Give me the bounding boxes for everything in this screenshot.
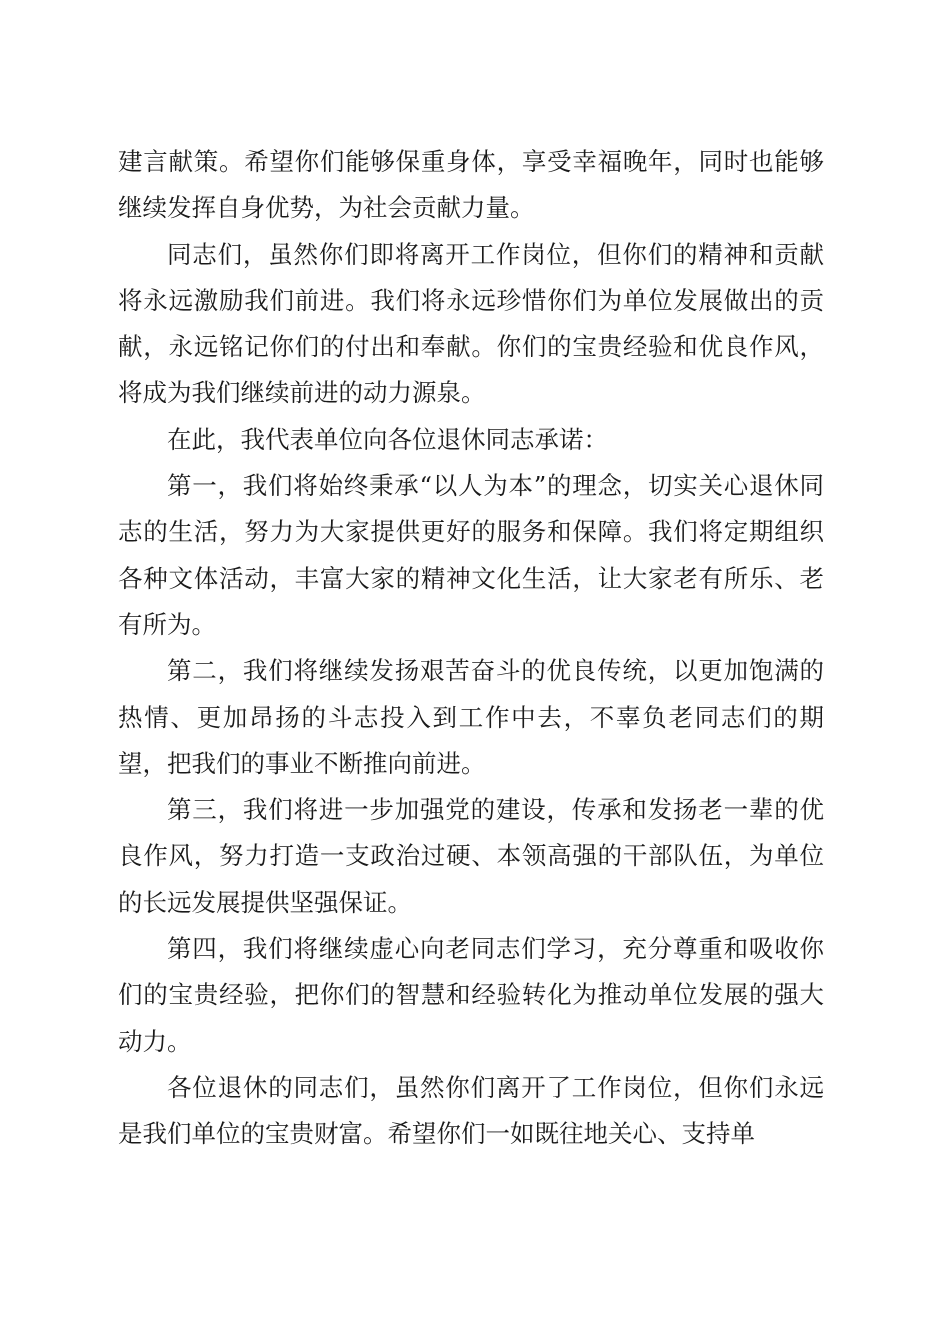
paragraph-8: 各位退休的同志们，虽然你们离开了工作岗位，但你们永远是我们单位的宝贵财富。希望你们一如既往地关心、支持单 <box>118 1072 824 1149</box>
paragraph-2: 同志们，虽然你们即将离开工作岗位，但你们的精神和贡献将永远激励我们前进。我们将永远珍惜你们为单位发展做出的贡献，永远铭记你们的付出和奉献。你们的宝贵经验和优良作风，将成为我们继续前进的动力源泉。 <box>118 239 824 408</box>
paragraph-4: 第一，我们将始终秉承“以人为本”的理念，切实关心退休同志的生活，努力为大家提供更好的服务和保障。我们将定期组织各种文体活动，丰富大家的精神文化生活，让大家老有所乐、老有所为。 <box>118 471 824 639</box>
paragraph-7: 第四，我们将继续虚心向老同志们学习，充分尊重和吸收你们的宝贵经验，把你们的智慧和经验转化为推动单位发展的强大动力。 <box>118 934 824 1056</box>
paragraph-5: 第二，我们将继续发扬艰苦奋斗的优良传统，以更加饱满的热情、更加昂扬的斗志投入到工作中去，不辜负老同志们的期望，把我们的事业不断推向前进。 <box>118 656 824 778</box>
paragraph-6: 第三，我们将进一步加强党的建设，传承和发扬老一辈的优良作风，努力打造一支政治过硬、本领高强的干部队伍，为单位的长远发展提供坚强保证。 <box>118 795 824 917</box>
document-body <box>118 139 824 1158</box>
paragraph-3: 在此，我代表单位向各位退休同志承诺： <box>167 424 608 454</box>
paragraph-1: 建言献策。希望你们能够保重身体，享受幸福晚年，同时也能够继续发挥自身优势，为社会贡献力量。 <box>118 147 824 223</box>
